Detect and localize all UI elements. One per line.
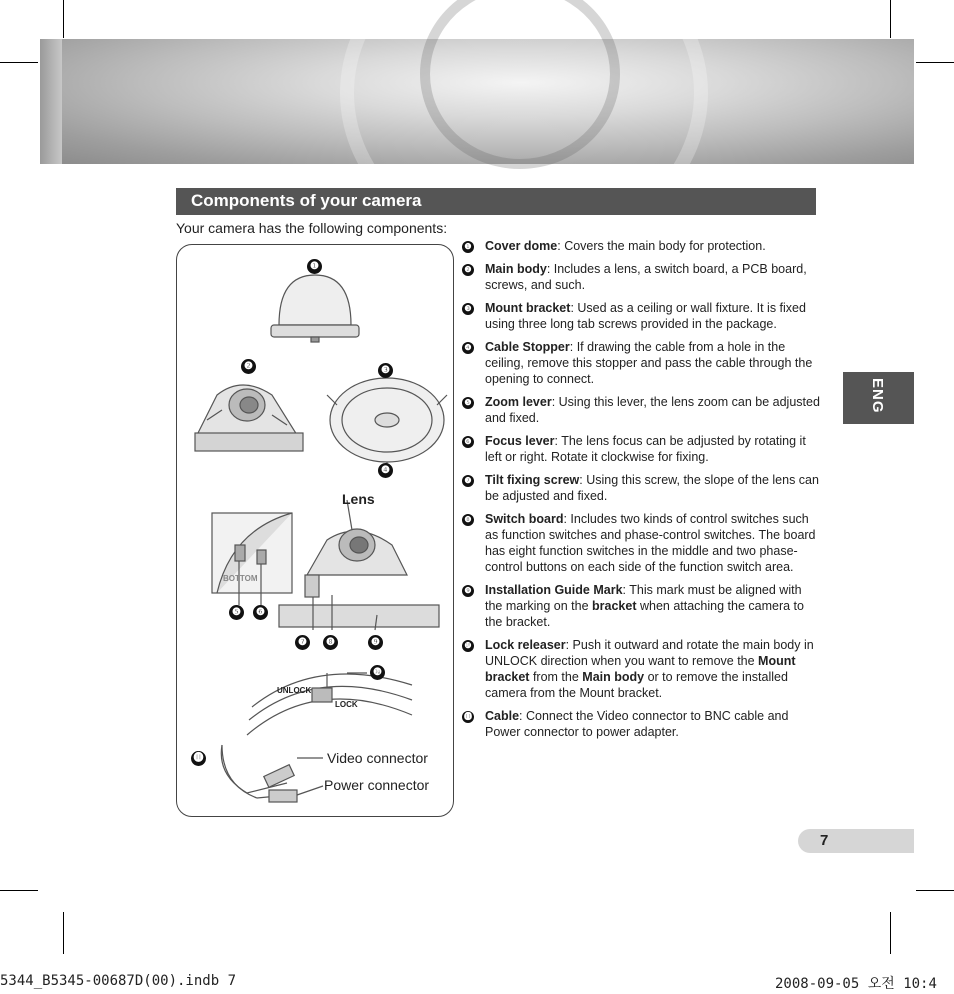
power-connector-label: Power connector [324, 777, 430, 793]
section-title-bar [176, 188, 816, 215]
component-number: ❶ [462, 241, 474, 253]
component-description: or to remove the installed camera from the Mount bracket. [485, 670, 788, 700]
component-number: ❷ [462, 264, 474, 276]
component-name: Switch board [485, 512, 564, 526]
banner-stripe [40, 39, 62, 164]
crop-mark [0, 890, 38, 891]
marker-3: ❸ [378, 363, 393, 378]
component-emphasis: Main body [582, 670, 645, 684]
component-number: ❻ [462, 436, 474, 448]
page-number-tab [798, 829, 914, 853]
bottom-mark: BOTTOM [223, 574, 258, 583]
component-number: ❹ [462, 342, 474, 354]
component-name: Cable [485, 709, 520, 723]
component-description: : Includes a lens, a switch board, a PCB board, screws, and such. [485, 262, 807, 292]
crop-mark [63, 0, 64, 38]
lock-ring-drawing [247, 673, 412, 735]
component-description: from the [529, 670, 583, 684]
component-item [462, 394, 822, 426]
tilt-switch-detail-drawing [279, 500, 439, 630]
marker-7: ❼ [295, 635, 310, 650]
marker-1: ❶ [307, 259, 322, 274]
marker-4: ❹ [378, 463, 393, 478]
camera-illustrations [177, 245, 453, 816]
intro-text: Your camera has the following components: [176, 220, 448, 236]
component-name: Main body [485, 262, 547, 276]
section-title: Components of your camera [191, 191, 422, 210]
marker-6: ❻ [253, 605, 268, 620]
cover-dome-drawing [271, 275, 359, 342]
crop-mark [916, 890, 954, 891]
component-description: : Push it outward and rotate the main body in UNLOCK direction when you want to remove the [485, 638, 814, 668]
component-name: Installation Guide Mark [485, 583, 623, 597]
video-connector-label: Video connector [327, 750, 428, 766]
component-emphasis: bracket [592, 599, 637, 613]
component-item [462, 582, 822, 630]
component-description: : The lens focus can be adjusted by rotating it left or right. Rotate it clockwise for fixing. [485, 434, 806, 464]
component-emphasis: Mount bracket [485, 654, 796, 684]
mount-bracket-drawing [327, 378, 447, 473]
marker-11: ⓫ [191, 751, 206, 766]
component-item [462, 472, 822, 504]
marker-9: ❾ [368, 635, 383, 650]
component-description: : Connect the Video connector to BNC cable and Power connector to power adapter. [485, 709, 789, 739]
component-item [462, 511, 822, 575]
marker-5: ❺ [229, 605, 244, 620]
component-item [462, 637, 822, 701]
component-number: ❼ [462, 475, 474, 487]
component-number: ❺ [462, 397, 474, 409]
crop-mark [63, 912, 64, 954]
header-banner-image [40, 39, 914, 164]
main-body-drawing [195, 385, 303, 451]
crop-mark [916, 62, 954, 63]
component-description: : If drawing the cable from a hole in the ceiling, remove this stopper and pass the cable through the opening to connect. [485, 340, 813, 386]
component-number: ⓫ [464, 712, 472, 721]
component-number: ❾ [462, 585, 474, 597]
component-item [462, 238, 822, 254]
language-tab-label: ENG [869, 378, 886, 414]
component-item [462, 339, 822, 387]
crop-mark [890, 0, 891, 38]
component-name: Cover dome [485, 239, 558, 253]
component-item [462, 708, 822, 740]
zoom-focus-detail-drawing [212, 513, 292, 605]
component-item [462, 261, 822, 293]
component-description: : Using this screw, the slope of the lens can be adjusted and fixed. [485, 473, 819, 503]
lens-label: Lens [342, 491, 375, 507]
language-tab [843, 372, 914, 424]
component-description: : Includes two kinds of control switches such as function switches and phase-control switches. The board has eight function switches in the middle and two phase-control buttons on each side of the function switch area. [485, 512, 816, 574]
component-description: when attaching the camera to the bracket. [485, 599, 804, 629]
component-number: ❸ [462, 303, 474, 315]
cable-drawing [221, 745, 323, 802]
component-name: Focus lever [485, 434, 555, 448]
component-name: Zoom lever [485, 395, 552, 409]
crop-mark [890, 912, 891, 954]
component-item [462, 300, 822, 332]
component-description: : Using this lever, the lens zoom can be adjusted and fixed. [485, 395, 820, 425]
marker-8: ❽ [323, 635, 338, 650]
component-number: ❿ [462, 640, 474, 652]
component-name: Lock releaser [485, 638, 566, 652]
component-name: Cable Stopper [485, 340, 570, 354]
footer-timestamp: 2008-09-05 오전 10:4 [775, 976, 937, 992]
marker-10: ❿ [370, 665, 385, 680]
component-description: : This mark must be aligned with the marking on the [485, 583, 802, 613]
marker-2: ❷ [241, 359, 256, 374]
component-description: : Covers the main body for protection. [557, 239, 766, 253]
lock-mark: LOCK [335, 700, 358, 709]
page-number: 7 [820, 832, 829, 849]
component-description: : Used as a ceiling or wall fixture. It is fixed using three long tab screws provided in the package. [485, 301, 806, 331]
component-item [462, 433, 822, 465]
unlock-mark: UNLOCK [277, 686, 312, 695]
component-number: ❽ [462, 514, 474, 526]
footer-filename: 5344_B5345-00687D(00).indb 7 [0, 973, 237, 989]
components-list [462, 238, 822, 747]
components-diagram [176, 244, 454, 817]
component-name: Tilt fixing screw [485, 473, 580, 487]
crop-mark [0, 62, 38, 63]
component-name: Mount bracket [485, 301, 571, 315]
